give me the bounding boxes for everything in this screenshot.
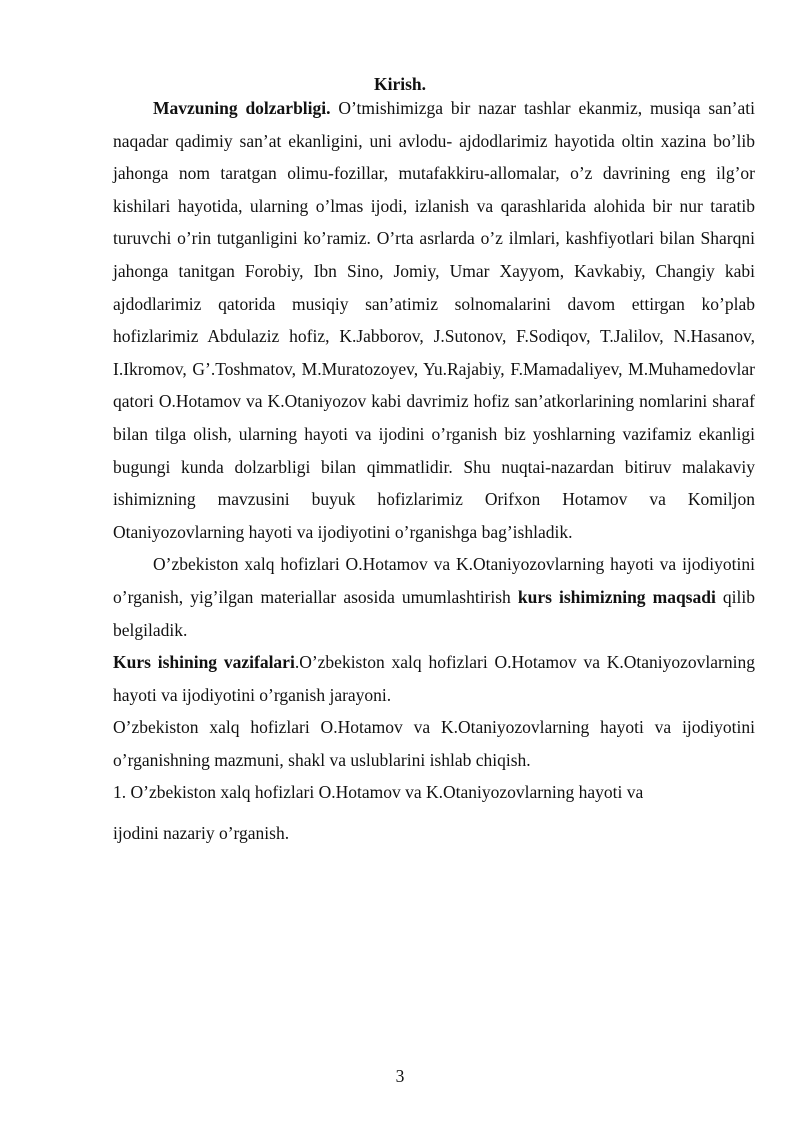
paragraph-methods: O’zbekiston xalq hofizlari O.Hotamov va K.Otaniyozovlarning hayoti va ijodiyotini o’rganishning mazmuni, shakl va uslublarini ishlab chiqish. xyxy=(113,717,755,770)
list-item-1-continuation: ijodini nazariy o’rganish. xyxy=(113,823,290,844)
document-body xyxy=(113,92,755,850)
paragraph-relevance xyxy=(113,92,755,548)
paragraph-tasks xyxy=(113,646,755,711)
relevance-text: O’tmishimizga bir nazar tashlar ekanmiz, musiqa san’ati naqadar qadimiy san’at ekanligini, uni avlodu- ajdodlarimiz hayotida oltin xazina bo’lib jahonga nom taratgan olimu-fozillar, mutafakkiru-allomalar, o’z davrining eng ilg’or kishilari hayotida, ularning o’lmas ijodi, izlanish va qarashlarida alohida bir nur taratib turuvchi o’rin tutganligini ko’ramiz. O’rta asrlarda o’z ilmlari, kashfiyotlari bilan Sharqni jahonga tanitgan Forobiy, Ibn Sino, Jomiy, Umar Xayyom, Kavkabiy, Changiy kabi ajdodlarimiz qatorida musiqiy san’atimiz solnomalarini davom ettirgan ko’plab hofizlarimiz Abdulaziz hofiz, K.Jabborov, J.Sutonov, F.Sodiqov, T.Jalilov, N.Hasanov, I.Ikromov, G’.Toshmatov, M.Muratozoyev, Yu.Rajabiy, F.Mamadaliyev, M.Muhamedovlar qatori O.Hotamov va K.Otaniyozov kabi davrimiz hofiz san’atkorlarining nomlarini sharaf bilan tilga olish, ularning hayoti va ijodini o’rganish biz yoshlarning vazifamiz ekanligi bugungi kunda dolzarbligi bilan qimmatlidir. Shu nuqtai-nazardan bitiruv malakaviy ishimizning mavzusini buyuk hofizlarimiz Orifxon Hotamov va Komiljon Otaniyozovlarning hayoti va ijodiyotini o’rganishga bag’ishladik. xyxy=(113,98,756,542)
paragraph-goal xyxy=(113,548,755,646)
page-title: Kirish. xyxy=(373,74,427,94)
goal-tail-text: qilib belgiladik. xyxy=(113,586,756,640)
relevance-heading: Mavzuning dolzarbligi. xyxy=(153,98,331,118)
tasks-text: .O’zbekiston xalq hofizlari O.Hotamov va K.Otaniyozovlarning hayoti va ijodiyotini o’rganish jarayoni. xyxy=(113,652,755,705)
goal-bold-text: kurs ishimizning maqsadi xyxy=(517,586,716,607)
goal-text: O’zbekiston xalq hofizlari O.Hotamov va K.Otaniyozovlarning hayoti va ijodiyotini o’rganish, yig’ilgan materiallar asosida umumlashtirish xyxy=(113,554,755,607)
list-item-1: 1. O’zbekiston xalq hofizlari O.Hotamov va K.Otaniyozovlarning hayoti va xyxy=(113,782,644,803)
page-number: 3 xyxy=(395,1066,405,1086)
tasks-heading: Kurs ishining vazifalari xyxy=(113,652,295,673)
